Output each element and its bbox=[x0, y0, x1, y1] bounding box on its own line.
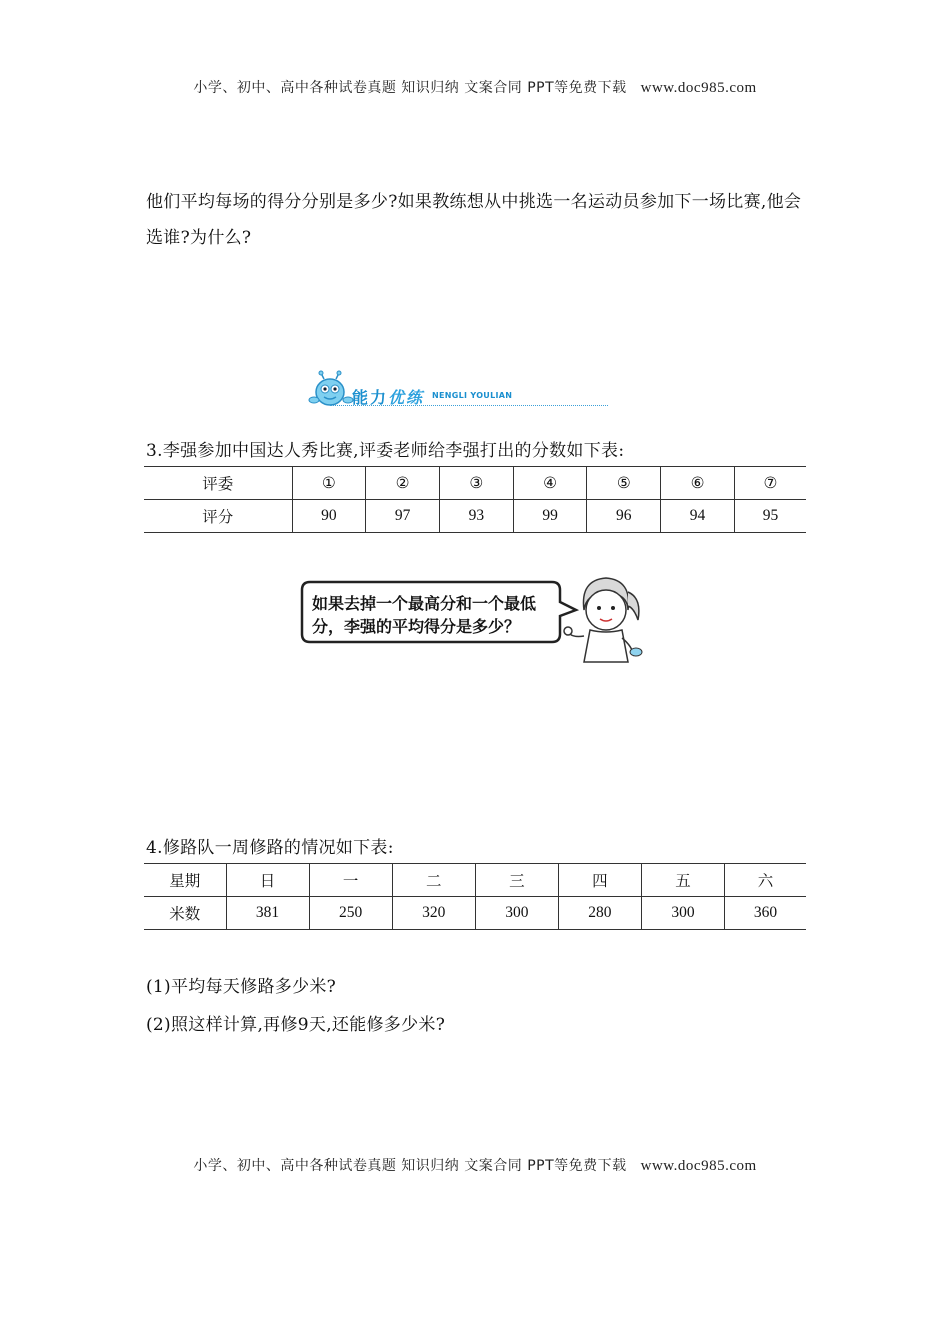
q4-table bbox=[144, 863, 806, 930]
banner-subtitle: NENGLI YOULIAN bbox=[432, 391, 513, 400]
table-cell: 90 bbox=[292, 500, 366, 533]
table-cell: ② bbox=[366, 467, 440, 500]
table-row bbox=[144, 897, 806, 930]
table-cell: 评委 bbox=[144, 467, 292, 500]
footer-site-link[interactable]: www.doc985.com bbox=[640, 1158, 757, 1174]
table-cell: 381 bbox=[226, 897, 309, 930]
table-cell: 一 bbox=[309, 864, 392, 897]
q4-text: 4.修路队一周修路的情况如下表: bbox=[146, 838, 394, 858]
table-cell: 四 bbox=[558, 864, 641, 897]
table-cell: 日 bbox=[226, 864, 309, 897]
page-footer bbox=[0, 1155, 950, 1175]
table-cell: ⑥ bbox=[661, 467, 735, 500]
mascot-icon bbox=[308, 370, 354, 410]
table-cell: 250 bbox=[309, 897, 392, 930]
q4-sub1: (1)平均每天修路多少米? bbox=[146, 977, 337, 997]
table-cell: 95 bbox=[734, 500, 806, 533]
banner-title-a: 能力 bbox=[352, 388, 389, 407]
banner-title-b: 优练 bbox=[388, 388, 425, 407]
table-cell: 三 bbox=[475, 864, 558, 897]
table-cell: 评分 bbox=[144, 500, 292, 533]
table-cell: ③ bbox=[439, 467, 513, 500]
footer-text: 小学、初中、高中各种试卷真题 知识归纳 文案合同 PPT等免费下载 bbox=[193, 1158, 627, 1174]
table-cell: 二 bbox=[392, 864, 475, 897]
table-cell: 94 bbox=[661, 500, 735, 533]
table-cell: 300 bbox=[641, 897, 724, 930]
table-cell: 星期 bbox=[144, 864, 226, 897]
banner-divider bbox=[330, 405, 608, 406]
girl-icon bbox=[562, 572, 646, 664]
header-site-link[interactable]: www.doc985.com bbox=[640, 80, 757, 96]
table-cell: 93 bbox=[439, 500, 513, 533]
intro-paragraph: 他们平均每场的得分分别是多少?如果教练想从中挑选一名运动员参加下一场比赛,他会选谁?为什么? bbox=[146, 192, 802, 248]
table-cell: ⑦ bbox=[734, 467, 806, 500]
table-row bbox=[144, 500, 806, 533]
table-cell: 六 bbox=[725, 864, 806, 897]
table-cell: 300 bbox=[475, 897, 558, 930]
table-cell: 五 bbox=[641, 864, 724, 897]
table-cell: 280 bbox=[558, 897, 641, 930]
table-cell: 97 bbox=[366, 500, 440, 533]
table-cell: 米数 bbox=[144, 897, 226, 930]
speech-text: 如果去掉一个最高分和一个最低分，李强的平均得分是多少？ bbox=[312, 594, 537, 636]
table-row bbox=[144, 467, 806, 500]
q3-text: 3.李强参加中国达人秀比赛,评委老师给李强打出的分数如下表: bbox=[146, 441, 625, 461]
page-header bbox=[0, 77, 950, 97]
table-cell: 360 bbox=[725, 897, 806, 930]
table-cell: 99 bbox=[513, 500, 587, 533]
table-cell: 96 bbox=[587, 500, 661, 533]
table-cell: ① bbox=[292, 467, 366, 500]
table-cell: 320 bbox=[392, 897, 475, 930]
header-text: 小学、初中、高中各种试卷真题 知识归纳 文案合同 PPT等免费下载 bbox=[193, 80, 627, 96]
table-cell: ④ bbox=[513, 467, 587, 500]
q3-table bbox=[144, 466, 806, 533]
table-row bbox=[144, 864, 806, 897]
q4-sub2: (2)照这样计算,再修9天,还能修多少米? bbox=[146, 1015, 446, 1035]
table-cell: ⑤ bbox=[587, 467, 661, 500]
